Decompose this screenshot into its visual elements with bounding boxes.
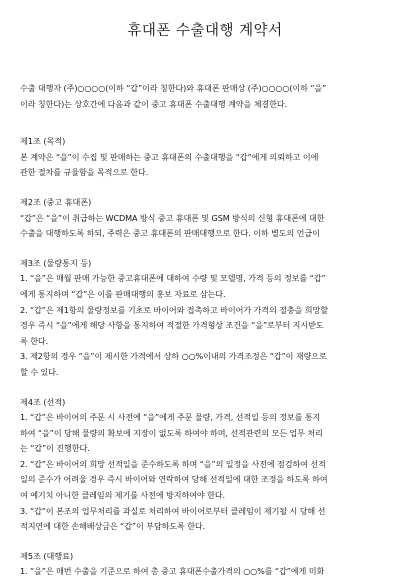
article-line: 3. “갑”이 본조의 업무처리를 과실로 처리하여 바이어로부터 클레임이 제기될 시 당해 선 <box>20 505 326 516</box>
article-line: 3. 제2항의 경우 “을”이 제시한 가격에서 상하 ○○%이내의 가격조정은 “갑”이 재량으로 <box>20 351 327 362</box>
article-line: 2. “갑”은 제1항의 물량정보를 기초로 바이어와 접촉하고 바이어가 가격의 절충을 희망할 <box>20 304 328 315</box>
article-heading: 제5조 (대행료) <box>20 550 74 561</box>
article-line: 에게 통지하며 “갑”은 이를 판매대행의 홍보 자료로 삼는다. <box>20 288 226 299</box>
article-line: 록 한다. <box>20 335 49 346</box>
article-line: 1. “을”은 매월 판매 가능한 중고휴대폰에 대하여 수량 및 모델명, 가격 등의 정보를 “갑” <box>20 273 326 284</box>
article-line: 2. “갑”은 바이어의 희망 선적일을 준수하도록 하며 “을”의 일정을 사전에 점검하여 선적 <box>20 458 326 469</box>
article-1 <box>20 134 390 181</box>
article-line: 할 수 있다. <box>20 366 59 377</box>
article-line: 경우 즉시 “을”에게 해당 사항을 통지하여 적절한 가격형상 조건을 “을”로부터 지시받도 <box>20 320 324 331</box>
article-line: 일의 준수가 어려울 경우 즉시 바이어와 연락하여 당해 선적일에 대한 조정을 하도록 하여 <box>20 474 328 485</box>
article-line: 하여 “을”이 당해 물량의 확보에 지장이 없도록 하여야 하며, 선적관련의 모든 업무 처리 <box>20 427 323 438</box>
article-3 <box>20 256 390 381</box>
intro-line: 수출 대행자 (주)○○○○(이하 “갑”이라 칭한다)와 휴대폰 판매상 (주)○○○○(이하 “을” <box>20 83 327 93</box>
article-heading: 제2조 (중고 휴대폰) <box>20 196 92 207</box>
article-heading: 제1조 (목적) <box>20 136 66 147</box>
article-line: “갑”은 “을”이 취급하는 WCDMA 방식 중고 휴대폰 및 GSM 방식의 신형 휴대폰에 대한 <box>20 212 325 223</box>
article-line: 관한 절차를 규율함을 목적으로 한다. <box>20 167 149 178</box>
article-2 <box>20 195 390 242</box>
article-line: 적지연에 대한 손해배상금은 “갑”이 부담하도록 한다. <box>20 521 206 532</box>
article-line: 는 “갑”이 진행한다. <box>20 443 90 454</box>
article-line: 본 계약은 “을”이 수집 및 판매하는 중고 휴대폰의 수출대행을 “갑”에게 의뢰하고 이에 <box>20 151 319 162</box>
document-title: 휴대폰 수출대행 계약서 <box>127 23 283 39</box>
article-line: 여 예기치 아니한 클레임의 제기를 사전에 방지하여야 한다. <box>20 490 226 501</box>
article-5 <box>20 549 390 580</box>
article-heading: 제4조 (선적) <box>20 396 66 407</box>
intro-line: 이라 칭한다)는 상호간에 다음과 같이 중고 휴대폰 수출대행 계약을 체결한다. <box>20 98 288 109</box>
intro-paragraph <box>20 81 390 112</box>
article-line: 1. “을”은 매번 수출을 기준으로 하여 총 중고 휴대폰수출가격의 ○○%를 “갑”에게 미화 <box>20 566 325 577</box>
article-line: 수출을 대행하도록 하되, 주력은 중고 휴대폰의 판매대행으로 한다. 이하 별도의 언급이 <box>20 228 320 239</box>
article-line: 1. “갑”은 바이어의 주문 시 사전에 “을”에게 주문 물량, 가격, 선적일 등의 정보를 통지 <box>20 412 321 423</box>
article-heading: 제3조 (물량통지 등) <box>20 257 92 268</box>
article-4 <box>20 395 390 535</box>
